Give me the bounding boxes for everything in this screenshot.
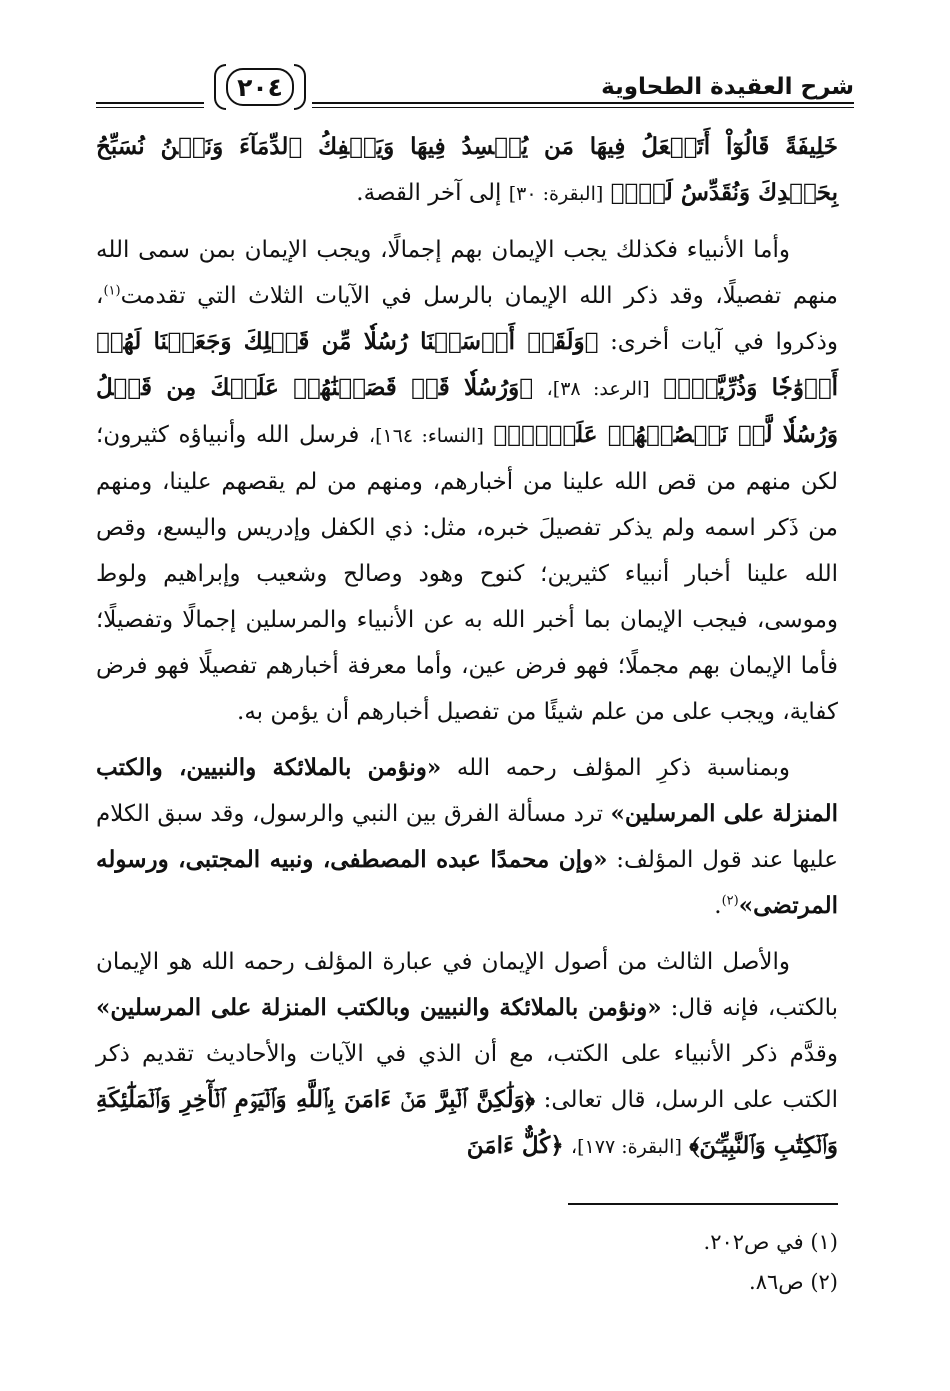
quoted-text: «وإن محمدًا عبده المصطفى، ونبيه المجتبى، ورسوله المرتضى»: [96, 846, 838, 919]
paragraph-text: والأصل الثالث من أصول الإيمان في عبارة المؤلف رحمه الله هو الإيمان بالكتب، فإنه قال:: [96, 949, 838, 1021]
paragraph-text: وقدَّم ذكر الأنبياء على الكتب، مع أن الذي في الآيات والأحاديث تقديم ذكر الكتب على الرسل، قال تعالى:: [96, 1041, 838, 1113]
verse-reference: [البقرة: ٣٠]: [508, 183, 604, 205]
paragraph-3: [96, 745, 838, 929]
footnotes: [704, 1222, 839, 1302]
quran-verse: ﴿وَلَقَدۡ أَرۡسَلۡنَا رُسُلٗا مِّن قَبۡلِكَ وَجَعَلۡنَا لَهُمۡ أَزۡوَٰجٗا وَذُرِّيَّةٗۚ﴾: [96, 328, 839, 401]
quoted-text: «ونؤمن بالملائكة والنبيين، والكتب المنزلة على المرسلين»: [96, 754, 838, 827]
verse-reference: [الرعد: ٣٨]،: [546, 378, 650, 400]
footnote-rule: [568, 1203, 838, 1205]
quran-verse: خَلِيفَةً قَالُوٓاْ أَتَجۡعَلُ فِيهَا مَن يُفۡسِدُ فِيهَا وَيَسۡفِكُ ٱلدِّمَآءَ وَنَحۡنُ نُسَبِّحُ بِحَمۡدِكَ وَنُقَدِّسُ لَكَۖ﴾: [96, 133, 838, 206]
quoted-text: «ونؤمن بالملائكة والنبيين وبالكتب المنزلة على المرسلين»: [96, 994, 662, 1021]
header-rule-right: [312, 102, 854, 104]
page-number: ٢٠٤: [226, 68, 294, 106]
verse-reference: [البقرة: ١٧٧]،: [571, 1136, 682, 1158]
header-rule-left-thin: [96, 107, 204, 108]
footnote-marker-2[interactable]: (٢): [721, 893, 739, 909]
header-rule-left: [96, 102, 204, 104]
paragraph-text: وبمناسبة ذكرِ المؤلف رحمه الله: [456, 755, 791, 781]
quran-verse: ﴿كُلٌّ ءَامَنَ: [466, 1132, 564, 1159]
running-title: شرح العقيدة الطحاوية: [601, 74, 854, 100]
footnote-2: (٢) ص٨٦.: [749, 1270, 838, 1294]
verse-reference: [النساء: ١٦٤]،: [368, 425, 484, 447]
footnote-1: (١) في ص٢٠٢.: [703, 1230, 838, 1254]
paragraph-text: وأما الأنبياء فكذلك يجب الإيمان بهم إجمالًا، ويجب الإيمان بمن سمى الله منهم تفصيلًا، وقد ذكر الله الإيمان بالرسل في الآيات الثلاث التي تقدمت: [96, 237, 838, 309]
paragraph-1: [96, 124, 838, 217]
page-header: [96, 62, 854, 112]
quran-verse: ﴿وَرُسُلٗا قَدۡ قَصَصۡنَٰهُمۡ عَلَيۡكَ مِن قَبۡلُ وَرُسُلٗا لَّمۡ نَقۡصُصۡهُمۡ عَلَيۡكَۚ﴾: [96, 374, 838, 448]
paragraph-text: .: [714, 893, 722, 919]
paragraph-text: ترد مسألة الفرق بين النبي والرسول، وقد سبق الكلام عليها عند قول المؤلف:: [96, 801, 838, 873]
paragraph-text: فرسل الله وأنبياؤه كثيرون؛ لكن منهم من قص الله علينا من أخبارهم، ومنهم من لم يقصهم علينا، ومنهم من ذَكر اسمه ولم يذكر تفصيلَ خبره، مثل: ذي الكفل وإدريس واليسع، وقص الله علينا أخبار أنبياء كثيرين؛ كنوح وهود وصالح وشعيب وإبراهيم ولوط وموسى، فيجب الإيمان بما أخبر الله به عن الأنبياء والمرسلين إجمالًا وتفصيلًا؛ فأما الإيمان بهم مجملًا؛ فهو فرض عين، وأما معرفة أخبارهم تفصيلًا فهو فرض كفاية، ويجب على من علم شيئًا من تفصيل أخبارهم أن يؤمن به.: [96, 422, 838, 725]
paragraph-text: إلى آخر القصة.: [356, 180, 502, 206]
paragraph-4: [96, 939, 838, 1170]
header-rule-right-thin: [312, 107, 854, 108]
page-body: [96, 124, 838, 1180]
paragraph-text: ، وذكروا في آيات أخرى:: [96, 283, 839, 355]
footnote-marker-1[interactable]: (١): [103, 283, 121, 299]
paragraph-2: [96, 227, 838, 735]
quran-verse: ﴿وَلَٰكِنَّ ٱلۡبِرَّ مَنۡ ءَامَنَ بِٱللَّهِ وَٱلۡيَوۡمِ ٱلۡأٓخِرِ وَٱلۡمَلَٰٓئِكَةِ وَٱلۡكِتَٰبِ وَٱلنَّبِيِّـۧنَ﴾: [96, 1086, 838, 1159]
